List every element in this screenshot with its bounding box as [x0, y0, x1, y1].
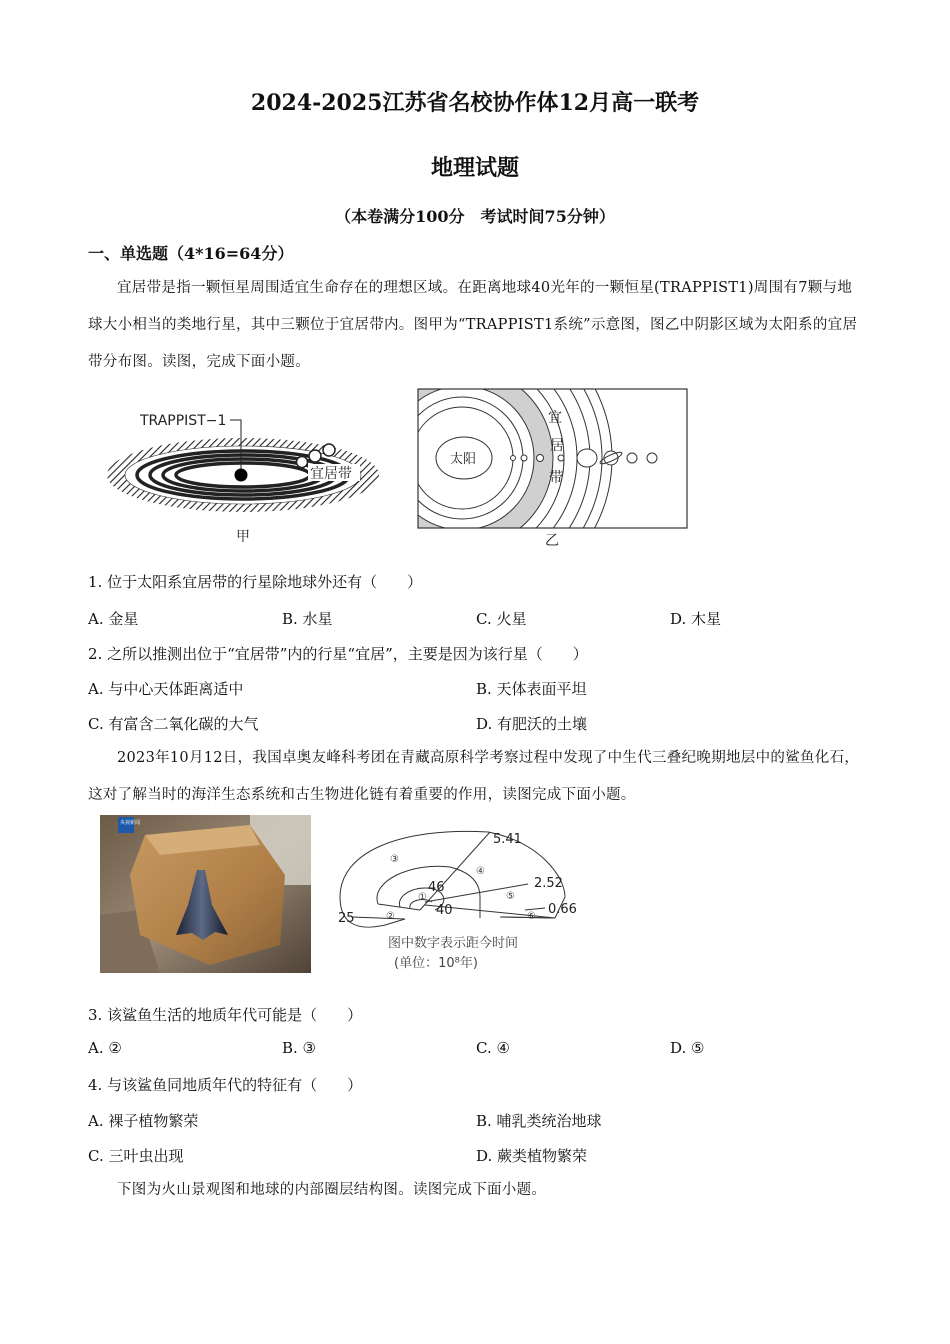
sun-label: 太阳	[450, 452, 477, 467]
passage-1: 宜居带是指一颗恒星周围适宜生命存在的理想区域。在距离地球40光年的一颗恒星(TRAPPIST1)周围有7颗与地球大小相当的类地行星，其中三颗位于宜居带内。图甲为“TRAPPIST1系统”示意图，图乙中阴影区域为太阳系的宜居带分布图。读图，完成下面小题。	[88, 280, 858, 370]
region-1: ①	[418, 892, 427, 903]
news-badge-text: 央视新闻	[120, 820, 141, 826]
q4-option-d[interactable]: D. 蕨类植物繁荣	[476, 1147, 588, 1165]
passage-3: 下图为火山景观图和地球的内部圈层结构图。读图完成下面小题。	[117, 1182, 547, 1198]
region-5: ⑤	[506, 891, 515, 902]
label-2.52: 2.52	[534, 876, 563, 891]
spiral-caption-line1: 图中数字表示距今时间	[388, 936, 519, 951]
planet-earth	[537, 455, 544, 462]
q1-option-d[interactable]: D. 木星	[670, 610, 722, 628]
label-40: 40	[436, 903, 453, 918]
region-6: ⑥	[527, 911, 536, 922]
exam-title: 2024-2025江苏省名校协作体12月高一联考	[250, 90, 700, 116]
q2-option-d[interactable]: D. 有肥沃的土壤	[476, 715, 588, 733]
section-heading: 一、单选题（4*16=64分）	[88, 244, 294, 263]
habitable-zone-char: 居	[550, 438, 564, 454]
label-25: 25	[338, 911, 355, 926]
question-3-stem: 3. 该鲨鱼生活的地质年代可能是（ ）	[88, 1006, 363, 1024]
q4-option-a[interactable]: A. 裸子植物繁荣	[88, 1112, 199, 1130]
planet-jupiter	[577, 449, 597, 467]
region-3: ③	[390, 854, 399, 865]
habitable-zone-char: 宜	[548, 410, 562, 426]
planet	[309, 450, 321, 462]
shark-fossil-photo	[100, 815, 311, 973]
q3-option-b[interactable]: B. ③	[282, 1039, 317, 1057]
planet-mercury	[511, 456, 516, 461]
habitable-zone-label-jia: 宜居带	[310, 466, 352, 482]
subject-title: 地理试题	[430, 155, 519, 181]
q2-option-a[interactable]: A. 与中心天体距离适中	[88, 680, 244, 698]
label-0.66: 0.66	[548, 902, 577, 917]
region-2: ②	[386, 911, 395, 922]
exam-info: （本卷满分100分 考试时间75分钟）	[335, 207, 615, 226]
q2-option-c[interactable]: C. 有富含二氧化碳的大气	[88, 715, 259, 733]
planet	[323, 444, 335, 456]
question-1-stem: 1. 位于太阳系宜居带的行星除地球外还有（ ）	[88, 573, 423, 591]
q3-option-a[interactable]: A. ②	[88, 1039, 122, 1057]
label-5.41: 5.41	[493, 832, 522, 847]
figure-jia-caption: 甲	[236, 529, 250, 545]
planet-venus	[521, 455, 527, 461]
planet	[297, 457, 308, 468]
question-4-stem: 4. 与该鲨鱼同地质年代的特征有（ ）	[88, 1076, 363, 1094]
planet-neptune	[647, 453, 657, 463]
q4-option-c[interactable]: C. 三叶虫出现	[88, 1147, 184, 1165]
trappist-star	[235, 469, 248, 482]
trappist-label: TRAPPIST−1	[140, 413, 227, 429]
figure-yi-caption: 乙	[545, 533, 559, 549]
passage-2: 2023年10月12日，我国卓奥友峰科考团在青藏高原科学考察过程中发现了中生代三叠纪晚期地层中的鲨鱼化石，这对了解当时的海洋生态系统和古生物进化链有着重要的作用，读图完成下面小题。	[88, 750, 860, 803]
planet-uranus	[627, 453, 637, 463]
region-4: ④	[476, 866, 485, 877]
q2-option-b[interactable]: B. 天体表面平坦	[476, 680, 587, 698]
q1-option-c[interactable]: C. 火星	[476, 610, 527, 628]
q3-option-c[interactable]: C. ④	[476, 1039, 510, 1057]
habitable-zone-char: 带	[549, 470, 563, 486]
geologic-time-spiral	[330, 822, 580, 982]
q3-option-d[interactable]: D. ⑤	[670, 1039, 705, 1057]
q1-option-a[interactable]: A. 金星	[88, 610, 139, 628]
spiral-caption-line2: (单位：10⁸年)	[394, 956, 478, 971]
label-46: 46	[428, 880, 445, 895]
figure-jia-trappist-system	[100, 400, 390, 548]
q1-option-b[interactable]: B. 水星	[282, 610, 333, 628]
planet-mars	[558, 455, 564, 461]
q4-option-b[interactable]: B. 哺乳类统治地球	[476, 1112, 602, 1130]
question-2-stem: 2. 之所以推测出位于“宜居带”内的行星“宜居”，主要是因为该行星（ ）	[88, 645, 588, 663]
figure-yi-solar-habitable-zone	[412, 386, 692, 550]
